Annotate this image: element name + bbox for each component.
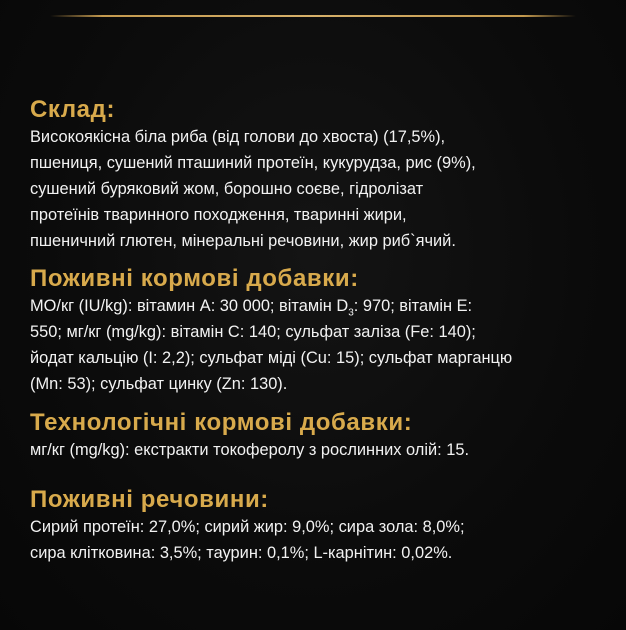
technological-additives-section: [30, 409, 606, 463]
text-fragment: : 970; вітамін E:: [353, 297, 473, 315]
text-line: Високоякісна біла риба (від голови до хвоста) (17,5%),: [30, 128, 446, 146]
text-line: Сирий протеїн: 27,0%; сирий жир: 9,0%; сира зола: 8,0%;: [30, 518, 465, 536]
technological-additives-text: [30, 437, 606, 463]
nutritional-additives-section: [30, 265, 606, 397]
composition-section: [30, 96, 606, 254]
composition-heading: Склад:: [30, 96, 116, 123]
nutritional-additives-heading: Поживні кормові добавки:: [30, 265, 359, 292]
text-line: сира клітковина: 3,5%; таурин: 0,1%; L-карнітин: 0,02%.: [30, 544, 453, 562]
nutrients-text: [30, 514, 606, 566]
text-line: пшеничний глютен, мінеральні речовини, жир риб`ячий.: [30, 232, 456, 250]
gold-divider-line: [50, 15, 576, 17]
technological-additives-heading: Технологічні кормові добавки:: [30, 409, 413, 436]
nutritional-additives-text: [30, 293, 606, 397]
text-line: мг/кг (mg/kg): екстракти токоферолу з рослинних олій: 15.: [30, 441, 470, 459]
text-line: протеїнів тваринного походження, тваринні жири,: [30, 206, 407, 224]
text-line: йодат кальцію (I: 2,2); сульфат міді (Cu: 15); сульфат марганцю: [30, 349, 513, 367]
nutrients-heading: Поживні речовини:: [30, 486, 269, 513]
text-line: сушений буряковий жом, борошно соєве, гідролізат: [30, 180, 424, 198]
text-line: [30, 293, 606, 319]
subscript: 3: [348, 307, 354, 319]
text-line: 550; мг/кг (mg/kg): вітамін С: 140; сульфат заліза (Fe: 140);: [30, 323, 476, 341]
nutrients-section: [30, 486, 606, 566]
text-line: пшениця, сушений пташиний протеїн, кукурудза, рис (9%),: [30, 154, 476, 172]
text-fragment: МО/кг (IU/kg): вітамин А: 30 000; вітамін D: [30, 297, 349, 315]
composition-text: [30, 124, 606, 254]
text-line: (Mn: 53); сульфат цинку (Zn: 130).: [30, 375, 288, 393]
